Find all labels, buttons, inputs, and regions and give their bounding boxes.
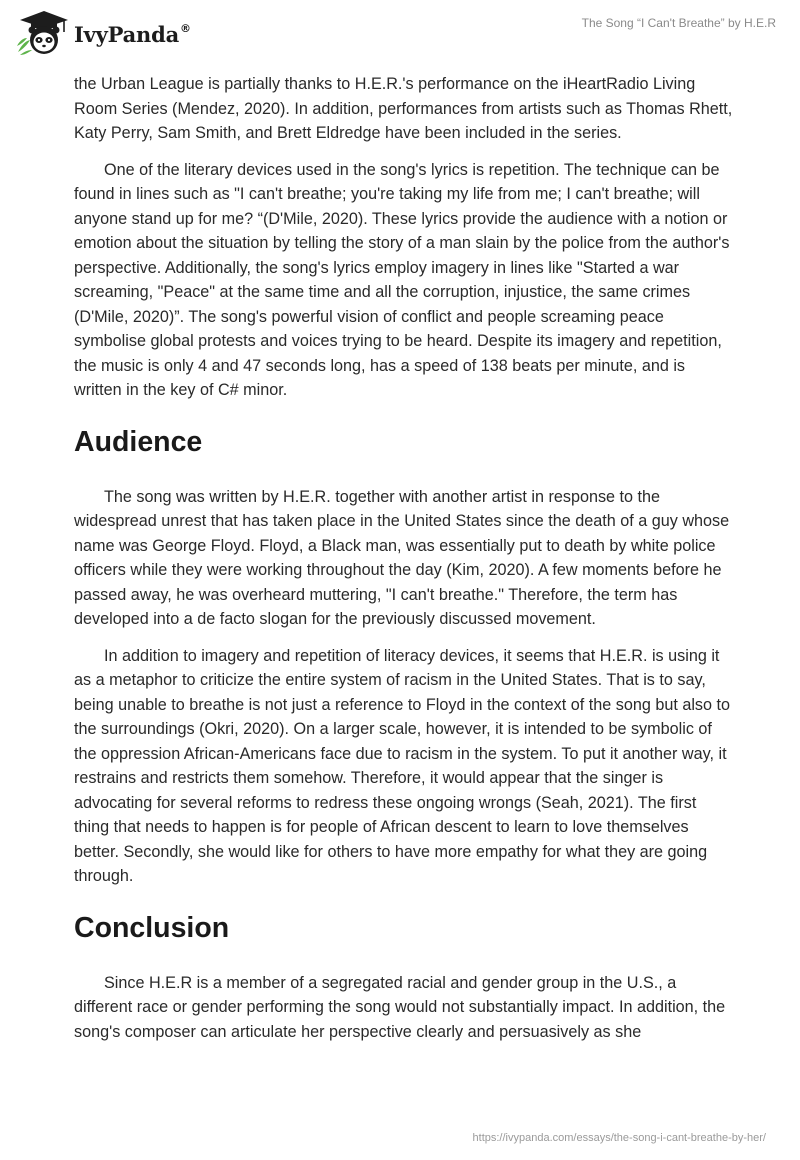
page-header	[0, 0, 800, 64]
paragraph-2: One of the literary devices used in the song's lyrics is repetition. The technique can be found in lines such as "I can't breathe; you're taking my life from me; I can't breathe; will anyone stand up for me? “(D'Mile, 2020). These lyrics provide the audience with a notion or emotion about the situation by telling the story of a man slain by the police from the author's perspective. Additionally, the song's lyrics employ imagery in lines like "Started a war screaming, "Peace" at the same time and all the corruption, injustice, the same crimes (D'Mile, 2020)”. The song's powerful vision of conflict and people screaming peace symbolise global protests and voices trying to be heard. Despite its imagery and repetition, the music is only 4 and 47 seconds long, has a speed of 138 beats per minute, and is written in the key of C# minor.	[74, 160, 730, 399]
paragraph-5: Since H.E.R is a member of a segregated racial and gender group in the U.S., a different race or gender performing the song would not substantially impact. In addition, the song's composer can articulate her perspective clearly and persuasively as she	[74, 973, 726, 1041]
registered-mark: ®	[180, 21, 191, 35]
paragraph-1: the Urban League is partially thanks to H.E.R.'s performance on the iHeartRadio Living Room Series (Mendez, 2020). In addition, performances from artists such as Thomas Rhett, Katy Perry, Sam Smith, and Brett Eldredge have been included in the series.	[74, 75, 733, 142]
section-heading-conclusion: Conclusion	[74, 911, 230, 944]
section-heading-audience: Audience	[74, 425, 203, 458]
document-title: The Song “I Can't Breathe” by H.E.R	[581, 16, 776, 30]
essay-body	[74, 72, 734, 1056]
paragraph-4: In addition to imagery and repetition of literacy devices, it seems that H.E.R. is using it as a metaphor to criticize the entire system of racism in the United States. That is to say, being unable to breathe is not just a reference to Floyd in the context of the song but also to the surroundings (Okri, 2020). On a larger scale, however, it is intended to be symbolic of the oppression African-Americans face due to racism in the system. To put it another way, it restrains and restricts them somehow. Therefore, it would appear that the singer is advocating for several reforms to redress these ongoing wrongs (Seah, 2021). The first thing that needs to happen is for people of African descent to learn to love themselves better. Secondly, she would like for others to have more empathy for what they are going through.	[74, 646, 731, 885]
paragraph-3: The song was written by H.E.R. together with another artist in response to the widespread unrest that has taken place in the United States since the death of a guy whose name was George Floyd. Floyd, a Black man, was essentially put to death by white police officers while they were working throughout the day (Kim, 2020). A few moments before he passed away, he was overheard muttering, "I can't breathe." Therefore, the term has developed into a de facto slogan for the previously discussed movement.	[74, 487, 730, 628]
brand-name: IvyPanda®	[74, 21, 191, 47]
ivypanda-logo[interactable]	[14, 8, 191, 56]
source-url-link[interactable]: https://ivypanda.com/essays/the-song-i-cant-breathe-by-her/	[472, 1132, 766, 1144]
panda-graduate-icon	[14, 8, 70, 56]
